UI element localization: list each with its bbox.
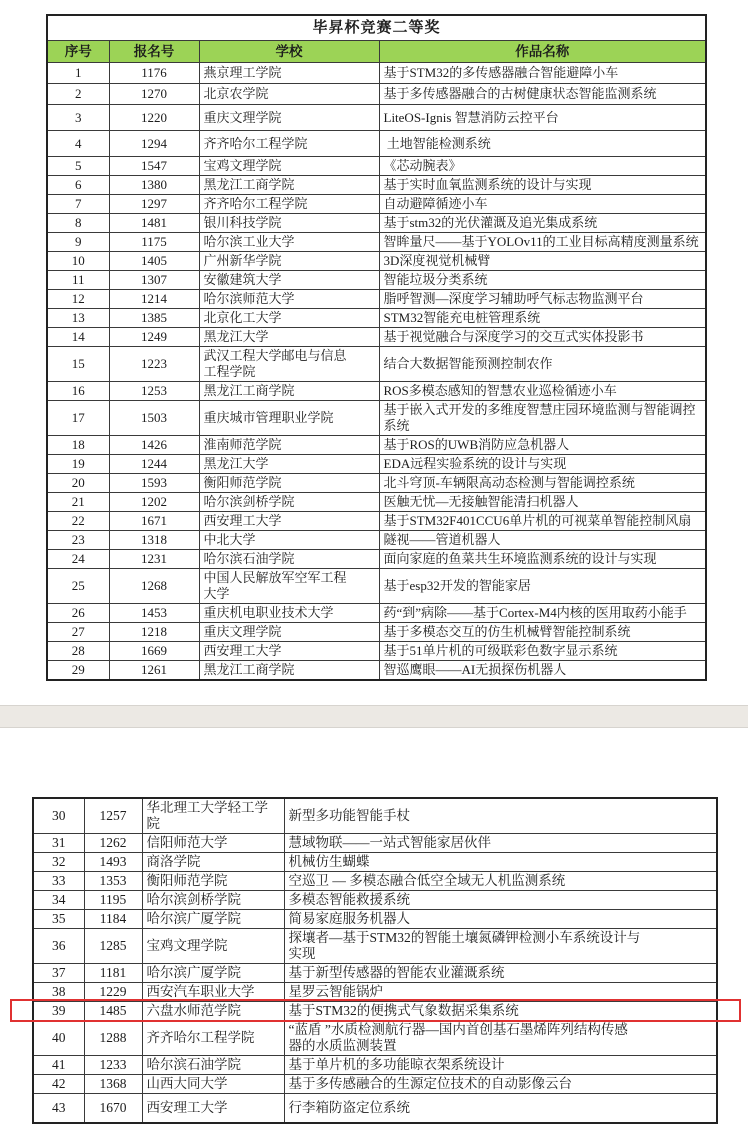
column-header-work: 作品名称 — [379, 41, 706, 63]
cell-reg-id: 1229 — [84, 983, 142, 1002]
cell-no: 17 — [47, 401, 109, 436]
cell-reg-id: 1669 — [109, 642, 199, 661]
cell-no: 37 — [33, 964, 84, 983]
cell-school: 哈尔滨剑桥学院 — [199, 493, 379, 512]
table-row — [47, 642, 706, 661]
table-row — [47, 290, 706, 309]
cell-school: 西安理工大学 — [199, 512, 379, 531]
cell-school: 中北大学 — [199, 531, 379, 550]
table-row — [47, 401, 706, 436]
cell-work: 医触无忧—无接触智能清扫机器人 — [379, 493, 706, 512]
cell-no: 38 — [33, 983, 84, 1002]
cell-school: 商洛学院 — [142, 853, 284, 872]
cell-work: 星罗云智能锅炉 — [284, 983, 717, 1002]
cell-reg-id: 1593 — [109, 474, 199, 493]
cell-reg-id: 1175 — [109, 233, 199, 252]
cell-no: 31 — [33, 834, 84, 853]
table-row — [47, 474, 706, 493]
cell-no: 36 — [33, 929, 84, 964]
cell-work: 自动避障循迹小车 — [379, 195, 706, 214]
table-row — [47, 328, 706, 347]
cell-work: 基于esp32开发的智能家居 — [379, 569, 706, 604]
cell-school: 哈尔滨广厦学院 — [142, 910, 284, 929]
cell-no: 22 — [47, 512, 109, 531]
cell-no: 3 — [47, 105, 109, 131]
table-row — [33, 834, 717, 853]
cell-school: 西安汽车职业大学 — [142, 983, 284, 1002]
cell-no: 14 — [47, 328, 109, 347]
cell-school: 山西大同大学 — [142, 1075, 284, 1094]
cell-no: 11 — [47, 271, 109, 290]
cell-school: 齐齐哈尔工程学院 — [199, 131, 379, 157]
cell-work: 《芯动腕表》 — [379, 157, 706, 176]
cell-reg-id: 1547 — [109, 157, 199, 176]
cell-reg-id: 1268 — [109, 569, 199, 604]
cell-reg-id: 1380 — [109, 176, 199, 195]
cell-school: 哈尔滨石油学院 — [142, 1056, 284, 1075]
table-row — [47, 63, 706, 84]
cell-work: 隧视——管道机器人 — [379, 531, 706, 550]
cell-school: 哈尔滨剑桥学院 — [142, 891, 284, 910]
cell-work: 北斗穹顶-车辆限高动态检测与智能调控系统 — [379, 474, 706, 493]
table-row — [47, 550, 706, 569]
cell-reg-id: 1288 — [84, 1021, 142, 1056]
cell-school: 武汉工程大学邮电与信息工程学院 — [199, 347, 379, 382]
cell-reg-id: 1249 — [109, 328, 199, 347]
table-row — [33, 983, 717, 1002]
cell-reg-id: 1503 — [109, 401, 199, 436]
cell-school: 六盘水师范学院 — [142, 1002, 284, 1021]
cell-work: ROS多模态感知的智慧农业巡检循迹小车 — [379, 382, 706, 401]
cell-no: 43 — [33, 1094, 84, 1123]
table-row — [33, 1075, 717, 1094]
cell-school: 西安理工大学 — [199, 642, 379, 661]
cell-school: 重庆文理学院 — [199, 105, 379, 131]
table-row — [33, 1056, 717, 1075]
cell-reg-id: 1285 — [84, 929, 142, 964]
cell-school: 北京农学院 — [199, 84, 379, 105]
table-body-page2 — [33, 798, 717, 1123]
cell-work: 基于多传感融合的生源定位技术的自动影像云台 — [284, 1075, 717, 1094]
cell-reg-id: 1385 — [109, 309, 199, 328]
cell-school: 齐齐哈尔工程学院 — [142, 1021, 284, 1056]
award-table-page1 — [46, 14, 707, 681]
cell-reg-id: 1426 — [109, 436, 199, 455]
cell-school: 黑龙江工商学院 — [199, 661, 379, 681]
table-row — [47, 455, 706, 474]
table-row — [47, 271, 706, 290]
cell-school: 华北理工大学轻工学院 — [142, 798, 284, 834]
cell-no: 12 — [47, 290, 109, 309]
cell-no: 20 — [47, 474, 109, 493]
cell-work: 基于STM32的便携式气象数据采集系统 — [284, 1002, 717, 1021]
cell-school: 燕京理工学院 — [199, 63, 379, 84]
cell-school: 广州新华学院 — [199, 252, 379, 271]
cell-no: 19 — [47, 455, 109, 474]
cell-work: 药“到”病除——基于Cortex-M4内核的医用取药小能手 — [379, 604, 706, 623]
cell-school: 哈尔滨师范大学 — [199, 290, 379, 309]
cell-no: 33 — [33, 872, 84, 891]
cell-reg-id: 1270 — [109, 84, 199, 105]
cell-no: 32 — [33, 853, 84, 872]
cell-reg-id: 1405 — [109, 252, 199, 271]
cell-work: 面向家庭的鱼菜共生环境监测系统的设计与实现 — [379, 550, 706, 569]
cell-reg-id: 1253 — [109, 382, 199, 401]
cell-school: 黑龙江大学 — [199, 328, 379, 347]
cell-reg-id: 1262 — [84, 834, 142, 853]
cell-work: STM32智能充电桩管理系统 — [379, 309, 706, 328]
cell-reg-id: 1297 — [109, 195, 199, 214]
cell-reg-id: 1493 — [84, 853, 142, 872]
cell-reg-id: 1353 — [84, 872, 142, 891]
table-row — [33, 1021, 717, 1056]
cell-reg-id: 1231 — [109, 550, 199, 569]
cell-school: 衡阳师范学院 — [199, 474, 379, 493]
cell-school: 银川科技学院 — [199, 214, 379, 233]
cell-work: 基于STM32的多传感器融合智能避障小车 — [379, 63, 706, 84]
cell-work: 基于ROS的UWB消防应急机器人 — [379, 436, 706, 455]
award-table-page2 — [32, 797, 718, 1124]
cell-school: 宝鸡文理学院 — [142, 929, 284, 964]
cell-no: 41 — [33, 1056, 84, 1075]
cell-school: 重庆城市管理职业学院 — [199, 401, 379, 436]
cell-no: 30 — [33, 798, 84, 834]
cell-work: 探壤者—基于STM32的智能土壤氮磷钾检测小车系统设计与实现 — [284, 929, 717, 964]
cell-reg-id: 1214 — [109, 290, 199, 309]
table-body-page1 — [47, 63, 706, 681]
cell-work: 空巡卫 — 多模态融合低空全域无人机监测系统 — [284, 872, 717, 891]
cell-reg-id: 1223 — [109, 347, 199, 382]
cell-school: 黑龙江工商学院 — [199, 176, 379, 195]
cell-no: 26 — [47, 604, 109, 623]
cell-no: 13 — [47, 309, 109, 328]
cell-reg-id: 1233 — [84, 1056, 142, 1075]
cell-no: 6 — [47, 176, 109, 195]
cell-work: 基于STM32F401CCU6单片机的可视菜单智能控制风扇 — [379, 512, 706, 531]
cell-school: 安徽建筑大学 — [199, 271, 379, 290]
cell-work: 简易家庭服务机器人 — [284, 910, 717, 929]
cell-work: 智眸量尺——基于YOLOv11的工业目标高精度测量系统 — [379, 233, 706, 252]
cell-reg-id: 1318 — [109, 531, 199, 550]
cell-school: 西安理工大学 — [142, 1094, 284, 1123]
column-header-school: 学校 — [199, 41, 379, 63]
cell-reg-id: 1294 — [109, 131, 199, 157]
cell-work: LiteOS-Ignis 智慧消防云控平台 — [379, 105, 706, 131]
table-row — [33, 1094, 717, 1123]
cell-work: “蓝盾 ”水质检测航行器—国内首创基石墨烯阵列结构传感器的水质监测装置 — [284, 1021, 717, 1056]
cell-work: 3D深度视觉机械臂 — [379, 252, 706, 271]
cell-reg-id: 1307 — [109, 271, 199, 290]
cell-reg-id: 1485 — [84, 1002, 142, 1021]
table-row — [33, 872, 717, 891]
cell-reg-id: 1257 — [84, 798, 142, 834]
cell-work: 基于多模态交互的仿生机械臂智能控制系统 — [379, 623, 706, 642]
column-header-no: 序号 — [47, 41, 109, 63]
cell-no: 28 — [47, 642, 109, 661]
table-row — [47, 512, 706, 531]
table-row — [33, 964, 717, 983]
cell-no: 9 — [47, 233, 109, 252]
cell-no: 42 — [33, 1075, 84, 1094]
cell-school: 信阳师范大学 — [142, 834, 284, 853]
cell-reg-id: 1453 — [109, 604, 199, 623]
cell-no: 4 — [47, 131, 109, 157]
cell-work: 脂呼智测—深度学习辅助呼气标志物监测平台 — [379, 290, 706, 309]
cell-no: 16 — [47, 382, 109, 401]
table-row — [33, 891, 717, 910]
table-row — [47, 195, 706, 214]
cell-reg-id: 1195 — [84, 891, 142, 910]
cell-work: 结合大数据智能预测控制农作 — [379, 347, 706, 382]
cell-work: 基于新型传感器的智能农业灌溉系统 — [284, 964, 717, 983]
table-row — [33, 910, 717, 929]
table-row — [33, 929, 717, 964]
cell-work: 慧域物联——一站式智能家居伙伴 — [284, 834, 717, 853]
table-row — [47, 176, 706, 195]
cell-no: 18 — [47, 436, 109, 455]
cell-no: 35 — [33, 910, 84, 929]
table-row — [47, 569, 706, 604]
cell-work: 基于51单片机的可级联彩色数字显示系统 — [379, 642, 706, 661]
page-title: 毕昇杯竞赛二等奖 — [47, 15, 706, 41]
cell-no: 1 — [47, 63, 109, 84]
cell-work: 基于嵌入式开发的多维度智慧庄园环境监测与智能调控系统 — [379, 401, 706, 436]
table-row — [47, 661, 706, 681]
cell-school: 哈尔滨广厦学院 — [142, 964, 284, 983]
table-row — [47, 309, 706, 328]
cell-school: 衡阳师范学院 — [142, 872, 284, 891]
cell-work: 基于单片机的多功能晾衣架系统设计 — [284, 1056, 717, 1075]
cell-no: 23 — [47, 531, 109, 550]
cell-work: 新型多功能智能手杖 — [284, 798, 717, 834]
cell-work: EDA远程实验系统的设计与实现 — [379, 455, 706, 474]
cell-work: 土地智能检测系统 — [379, 131, 706, 157]
table-row — [47, 382, 706, 401]
table-title-row — [47, 15, 706, 41]
cell-school: 齐齐哈尔工程学院 — [199, 195, 379, 214]
cell-no: 21 — [47, 493, 109, 512]
cell-reg-id: 1481 — [109, 214, 199, 233]
column-header-reg-id: 报名号 — [109, 41, 199, 63]
table-row — [33, 1002, 717, 1021]
table-row — [47, 436, 706, 455]
cell-work: 基于视觉融合与深度学习的交互式实体投影书 — [379, 328, 706, 347]
cell-reg-id: 1220 — [109, 105, 199, 131]
table-row — [47, 105, 706, 131]
cell-no: 5 — [47, 157, 109, 176]
cell-no: 40 — [33, 1021, 84, 1056]
cell-reg-id: 1368 — [84, 1075, 142, 1094]
table-row — [47, 623, 706, 642]
cell-school: 北京化工大学 — [199, 309, 379, 328]
cell-reg-id: 1184 — [84, 910, 142, 929]
cell-school: 哈尔滨石油学院 — [199, 550, 379, 569]
cell-work: 机械仿生蝴蝶 — [284, 853, 717, 872]
cell-school: 黑龙江工商学院 — [199, 382, 379, 401]
cell-school: 重庆文理学院 — [199, 623, 379, 642]
table-row — [47, 157, 706, 176]
cell-no: 2 — [47, 84, 109, 105]
cell-no: 24 — [47, 550, 109, 569]
table-row — [47, 604, 706, 623]
cell-school: 宝鸡文理学院 — [199, 157, 379, 176]
table-row — [47, 252, 706, 271]
cell-school: 淮南师范学院 — [199, 436, 379, 455]
cell-work: 行李箱防盗定位系统 — [284, 1094, 717, 1123]
table-row — [47, 131, 706, 157]
cell-school: 中国人民解放军空军工程大学 — [199, 569, 379, 604]
cell-reg-id: 1670 — [84, 1094, 142, 1123]
cell-reg-id: 1181 — [84, 964, 142, 983]
table-row — [47, 214, 706, 233]
cell-school: 黑龙江大学 — [199, 455, 379, 474]
table-row — [47, 84, 706, 105]
cell-no: 29 — [47, 661, 109, 681]
cell-no: 10 — [47, 252, 109, 271]
cell-reg-id: 1261 — [109, 661, 199, 681]
cell-work: 智能垃圾分类系统 — [379, 271, 706, 290]
cell-no: 7 — [47, 195, 109, 214]
cell-reg-id: 1176 — [109, 63, 199, 84]
table-row — [33, 853, 717, 872]
table-header-row — [47, 41, 706, 63]
table-row — [47, 233, 706, 252]
cell-no: 34 — [33, 891, 84, 910]
cell-no: 39 — [33, 1002, 84, 1021]
cell-reg-id: 1671 — [109, 512, 199, 531]
page-separator — [0, 705, 748, 728]
cell-work: 多模态智能救援系统 — [284, 891, 717, 910]
cell-no: 8 — [47, 214, 109, 233]
cell-reg-id: 1202 — [109, 493, 199, 512]
table-row — [47, 347, 706, 382]
cell-no: 15 — [47, 347, 109, 382]
cell-work: 智巡鹰眼——AI无损探伤机器人 — [379, 661, 706, 681]
table-row — [47, 531, 706, 550]
cell-school: 重庆机电职业技术大学 — [199, 604, 379, 623]
cell-work: 基于实时血氧监测系统的设计与实现 — [379, 176, 706, 195]
cell-no: 27 — [47, 623, 109, 642]
cell-work: 基于多传感器融合的古树健康状态智能监测系统 — [379, 84, 706, 105]
cell-reg-id: 1218 — [109, 623, 199, 642]
cell-reg-id: 1244 — [109, 455, 199, 474]
cell-no: 25 — [47, 569, 109, 604]
table-row — [47, 493, 706, 512]
table-row — [33, 798, 717, 834]
cell-work: 基于stm32的光伏灌溉及追光集成系统 — [379, 214, 706, 233]
cell-school: 哈尔滨工业大学 — [199, 233, 379, 252]
